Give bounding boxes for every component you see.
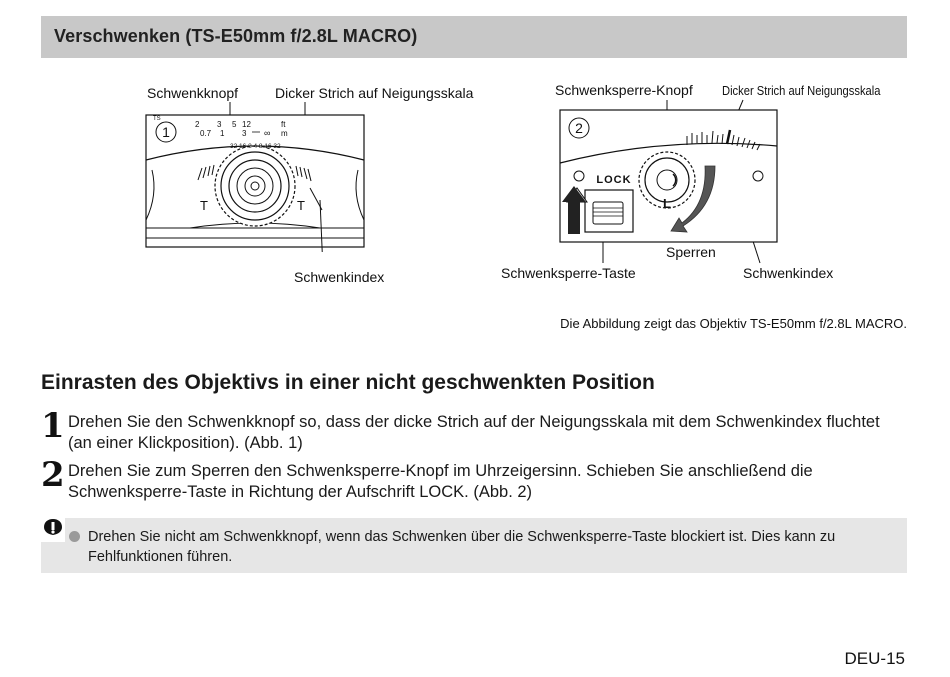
fig2-label-lock-button: Schwenksperre-Taste [501,265,636,281]
caution-text: Drehen Sie nicht am Schwenkknopf, wenn das Schwenken über die Schwenksperre-Taste blockiert ist. Dies kann zu Fehlfunktionen führen. [88,529,836,565]
fig1-number: 1 [162,124,170,140]
fig1-scale-top-1: 3 [217,120,222,129]
figure-1-illustration [140,100,370,252]
fig1-scale-top-3: 12 [242,120,251,129]
fig1-scale-mid-3: ∞ [264,128,271,138]
fig1-label-stroke: Dicker Strich auf Neigungsskala [275,85,474,101]
fig1-scale-top-4: ft [281,120,286,129]
fig2-lock-text: LOCK [596,174,632,186]
fig1-label-knob: Schwenkknopf [147,85,239,101]
fig1-corner-mark: TS [153,116,161,122]
caution-icon [41,518,65,542]
fig2-number: 2 [575,120,583,136]
fig2-label-lock-knob: Schwenksperre-Knopf [555,82,693,98]
step-2-number: 2 [41,455,65,495]
fig2-label-stroke: Dicker Strich auf Neigungsskala [722,83,881,98]
fig1-marker-left: T [200,198,208,213]
header-title: Verschwenken (TS-E50mm f/2.8L MACRO) [54,26,418,46]
fig1-scale-mid-0: 0.7 [200,129,212,138]
fig1-scale-mid-4: m [281,129,288,138]
fig2-label-lock-dir: Sperren [666,244,716,260]
figure-caption: Die Abbildung zeigt das Objektiv TS-E50mm f/2.8L MACRO. [560,316,907,331]
fig2-label-index: Schwenkindex [743,265,834,281]
caution-box [41,518,907,573]
fig1-scale-top-0: 2 [195,120,200,129]
section-header-bar [41,16,907,58]
section-title: Einrasten des Objektivs in einer nicht geschwenkten Position [41,371,655,394]
fig1-scale-bottom: 32 16 8 4 8 16 32 [230,143,281,150]
step-1-number: 1 [41,406,65,446]
fig1-scale-mid-2: 3 [242,129,247,138]
step-1-text: Drehen Sie den Schwenkknopf so, dass der dicke Strich auf der Neigungsskala mit dem Schwenkindex fluchtet (an einer Klickposition). (Abb. 1) [68,413,880,452]
fig1-marker-right: T [297,198,305,213]
fig1-scale-mid-1: 1 [220,129,225,138]
caution-bullet [69,531,80,542]
fig1-scale-top-2: 5 [232,120,237,129]
page-number: DEU-15 [844,649,905,668]
fig2-knob-letter: L [663,196,671,211]
step-2-text: Drehen Sie zum Sperren den Schwenksperre-Knopf im Uhrzeigersinn. Schieben Sie anschließend die Schwenksperre-Taste in Richtung der Aufschrift LOCK. (Abb. 2) [68,462,813,501]
fig1-label-index: Schwenkindex [294,269,385,285]
figure-2-illustration [555,98,785,264]
